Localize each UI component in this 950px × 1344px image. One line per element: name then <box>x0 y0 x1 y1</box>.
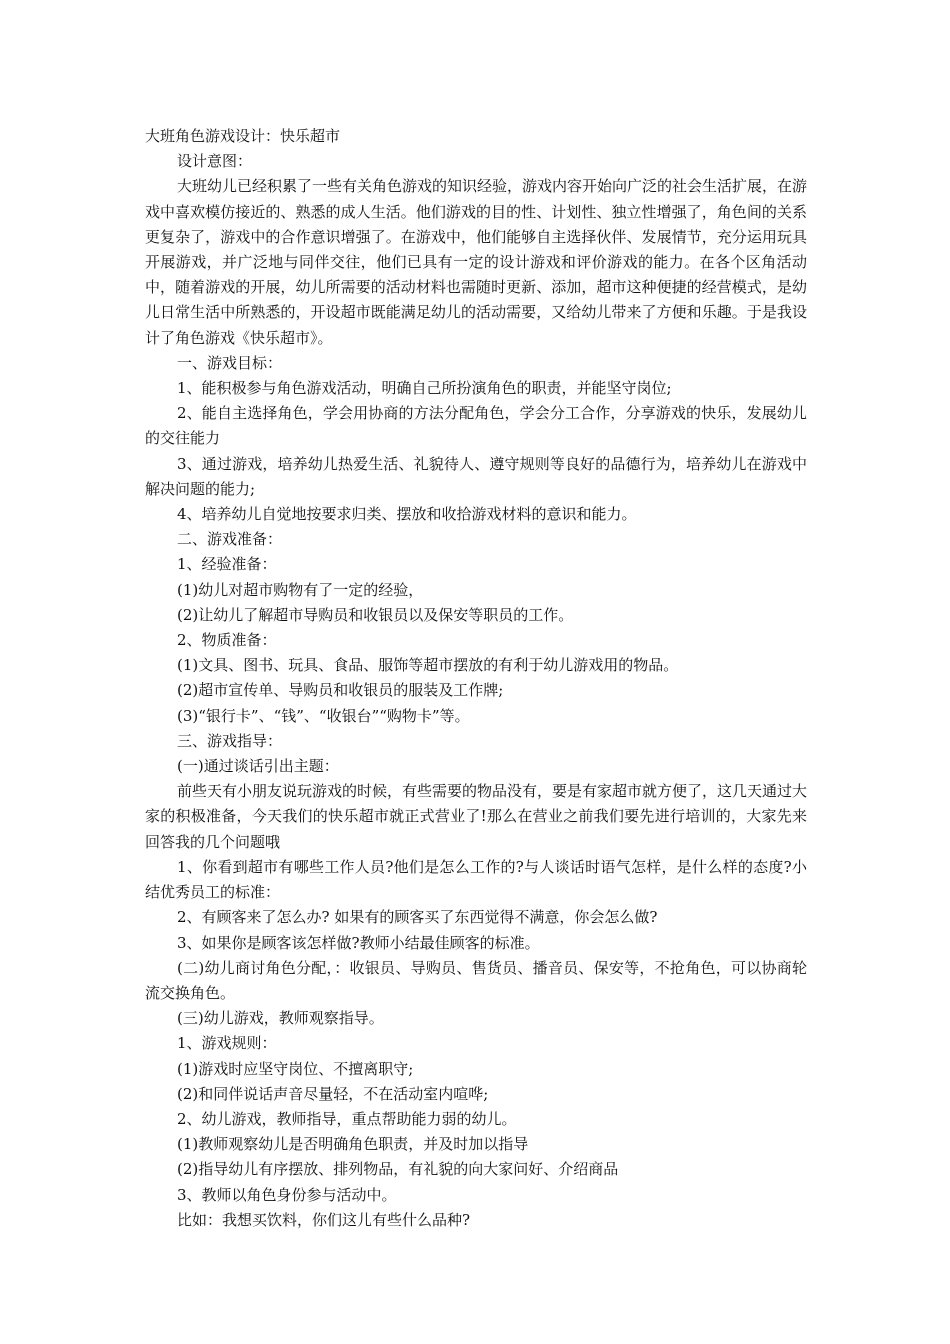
question-item: 3、如果你是顾客该怎样做?教师小结最佳顾客的标准。 <box>177 933 540 952</box>
goal-item: 1、能积极参与角色游戏活动，明确自己所扮演角色的职责，并能坚守岗位; <box>177 379 672 398</box>
question-item: 1、你看到超市有哪些工作人员?他们是怎么工作的?与人谈话时语气怎样，是什么样的态度?小结优秀员工的标准： <box>145 857 807 902</box>
heading-game-goals: 一、游戏目标： <box>177 353 283 372</box>
goal-item: 3、通过游戏，培养幼儿热爱生活、礼貌待人、遵守规则等良好的品德行为，培养幼儿在游戏中解决问题的能力; <box>145 454 807 498</box>
document-title: 大班角色游戏设计：快乐超市 <box>145 127 341 145</box>
list-item: (1)游戏时应坚守岗位、不擅离职守; <box>177 1059 414 1078</box>
paragraph-design-intent: 大班幼儿已经积累了一些有关角色游戏的知识经验，游戏内容开始向广泛的社会生活扩展，在游戏中喜欢模仿接近的、熟悉的成人生活。他们游戏的目的性、计划性、独立性增强了，角色间的关系更复杂了，游戏中的合作意识增强了。在游戏中，他们能够自主选择伙伴、发展情节，充分运用玩具开展游戏，并广泛地与同伴交往，他们已具有一定的设计游戏和评价游戏的能力。在各个区角活动中，随着游戏的开展，幼儿所需要的活动材料也需随时更新、添加，超市这种便捷的经营模式，是幼儿日常生活中所熟悉的，开设超市既能满足幼儿的活动需要，又给幼儿带来了方便和乐趣。于是我设计了角色游戏《快乐超市》。 <box>145 177 808 347</box>
list-item: (1)文具、图书、玩具、食品、服饰等超市摆放的有利于幼儿游戏用的物品。 <box>177 656 679 675</box>
subheading-teacher-role: 3、教师以角色身份参与活动中。 <box>177 1185 397 1204</box>
subheading-experience-prep: 1、经验准备： <box>177 555 277 574</box>
goal-item: 2、能自主选择角色，学会用协商的方法分配角色，学会分工合作，分享游戏的快乐，发展幼儿的交往能力 <box>145 404 807 448</box>
subheading-game-rules: 1、游戏规则： <box>177 1034 277 1053</box>
heading-design-intent: 设计意图： <box>177 152 253 171</box>
subheading-children-play: (三)幼儿游戏，教师观察指导。 <box>177 1009 384 1028</box>
subheading-introduce-topic: (一)通过谈话引出主题： <box>177 757 339 776</box>
list-item: (1)教师观察幼儿是否明确角色职责，并及时加以指导 <box>177 1135 529 1154</box>
subheading-teacher-guidance: 2、幼儿游戏，教师指导，重点帮助能力弱的幼儿。 <box>177 1109 517 1128</box>
list-item: (1)幼儿对超市购物有了一定的经验， <box>177 580 424 599</box>
subheading-role-assignment: (二)幼儿商讨角色分配，：收银员、导购员、售货员、播音员、保安等，不抢角色，可以协商轮流交换角色。 <box>145 958 807 1002</box>
subheading-material-prep: 2、物质准备： <box>177 631 277 650</box>
heading-game-guidance: 三、游戏指导： <box>177 731 283 750</box>
heading-game-preparation: 二、游戏准备： <box>177 530 283 549</box>
list-item: (2)超市宣传单、导购员和收银员的服装及工作牌; <box>177 681 504 700</box>
document-body <box>145 124 807 1233</box>
goal-item: 4、培养幼儿自觉地按要求归类、摆放和收拾游戏材料的意识和能力。 <box>177 505 637 524</box>
list-item: (2)指导幼儿有序摆放、排列物品，有礼貌的向大家问好、介绍商品 <box>177 1160 619 1179</box>
paragraph-example: 比如：我想买饮料，你们这儿有些什么品种? <box>177 1210 471 1229</box>
question-item: 2、有顾客来了怎么办? 如果有的顾客买了东西觉得不满意，你会怎么做? <box>177 908 658 927</box>
list-item: (3)“银行卡”、“钱”、“收银台”“购物卡”等。 <box>177 706 470 725</box>
list-item: (2)让幼儿了解超市导购员和收银员以及保安等职员的工作。 <box>177 605 574 624</box>
list-item: (2)和同伴说话声音尽量轻，不在活动室内喧哗; <box>177 1084 489 1103</box>
paragraph-introduction: 前些天有小朋友说玩游戏的时候，有些需要的物品没有，要是有家超市就方便了，这几天通过大家的积极准备，今天我们的快乐超市就正式营业了!那么在营业之前我们要先进行培训的，大家先来回答我的几个问题哦 <box>145 782 808 851</box>
